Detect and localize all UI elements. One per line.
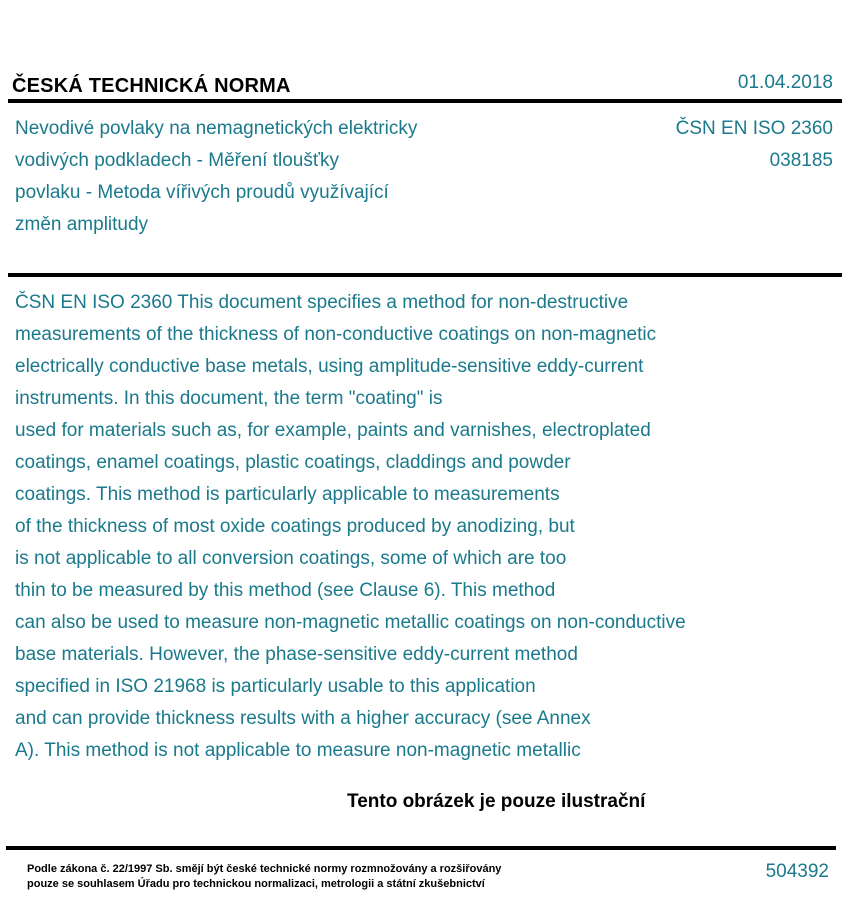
header-title: ČESKÁ TECHNICKÁ NORMA <box>12 75 291 97</box>
document-title: Nevodivé povlaky na nemagnetických elektricky vodivých podkladech - Měření tloušťky povlaku - Metoda vířivých proudů využívající změn amplitudy <box>15 118 418 235</box>
top-divider <box>8 99 842 103</box>
abstract-text: ČSN EN ISO 2360 This document specifies a method for non-destructive measurements of the thickness of non-conductive coatings on non-magnetic electrically conductive base metals, using amplitude-sensitive eddy-current instruments. In this document, the term "coating" is used for materials such as, for example, paints and varnishes, electroplated coatings, enamel coatings, plastic coatings, claddings and powder coatings. This method is particularly applicable to measurements of the thickness of most oxide coatings produced by anodizing, but is not applicable to all conversion coatings, some of which are too thin to be measured by this method (see Clause 6). This method can also be used to measure non-magnetic metallic coatings on non-conductive base materials. However, the phase-sensitive eddy-current method specified in ISO 21968 is particularly usable to this application and can provide thickness results with a higher accuracy (see Annex A). This method is not applicable to measure non-magnetic metallic <box>15 292 686 761</box>
standard-code: ČSN EN ISO 2360 <box>675 118 833 139</box>
illustration-note: Tento obrázek je pouze ilustrační <box>347 791 646 812</box>
document-codes <box>676 113 833 177</box>
class-number: 038185 <box>769 150 833 171</box>
footer-number: 504392 <box>765 861 829 882</box>
middle-divider <box>8 273 842 277</box>
footer-legal-text: Podle zákona č. 22/1997 Sb. smějí být české technické normy rozmnožovány a rozšiřovány pouze se souhlasem Úřadu pro technickou normalizaci, metrologii a státní zkušebnictví <box>27 863 502 890</box>
bottom-divider <box>6 846 836 850</box>
header-date: 01.04.2018 <box>737 72 833 93</box>
